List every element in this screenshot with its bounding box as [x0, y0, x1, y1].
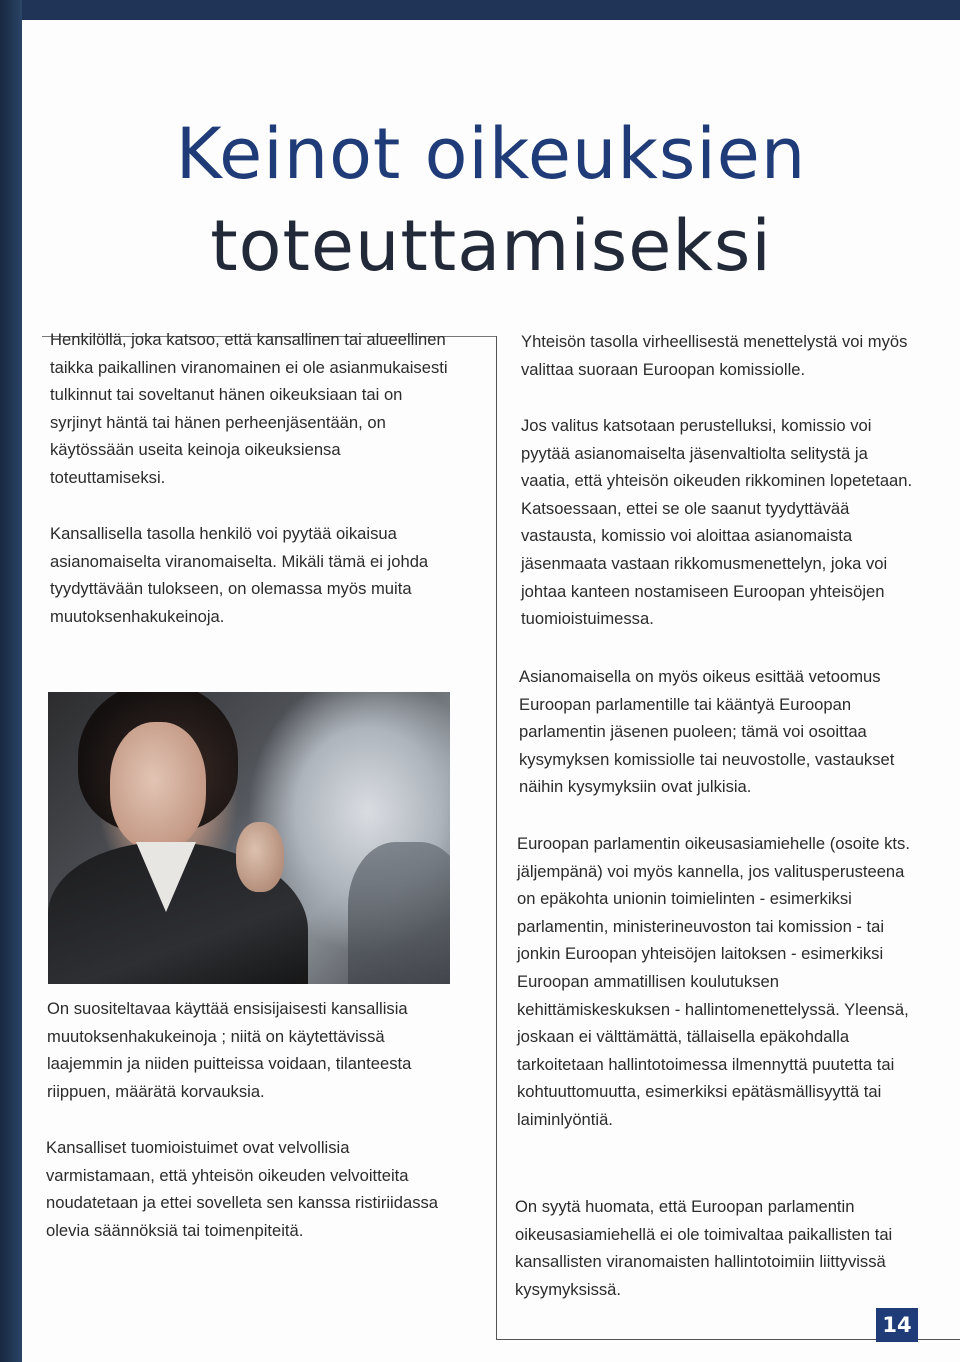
right-paragraph-2: Jos valitus katsotaan perustelluksi, komissio voi pyytää asianomaiselta jäsenvaltiolta selitystä ja vaatia, että yhteisön oikeuden rikkominen lopetetaan. Katsoessaan, ettei se ole saanut tyydyttävää vastausta, komissio voi aloittaa asianomaista jäsenmaata vastaan rikkomusmenettelyn, joka voi johtaa kanteen nostamiseen Euroopan yhteisöjen tuomioistuimessa. [521, 416, 913, 629]
document-page [22, 20, 960, 1362]
left-paragraph-1: Henkilöllä, joka katsoo, että kansallinen tai alueellinen taikka paikallinen viranomainen ei ole asianmukaisesti tulkinnut tai soveltanut hänen oikeuksiaan tai on syrjinyt häntä tai hänen perheenjäsentään, on käytössään useita keinoja oikeuksiensa toteuttamiseksi. [50, 330, 448, 487]
left-paragraph-4: Kansalliset tuomioistuimet ovat velvollisia varmistamaan, että yhteisön oikeuden velvoitteita noudatetaan ja ettei sovelleta sen kanssa ristiriidassa olevia säännöksiä tai toimenpiteitä. [46, 1138, 439, 1240]
page-left-edge [0, 0, 22, 1362]
column-divider [496, 336, 497, 1340]
page-title-line-1: Keinot oikeuksien [175, 113, 807, 195]
left-paragraph-2: Kansallisella tasolla henkilö voi pyytää oikaisua asianomaiselta viranomaiselta. Mikäli tämä ei johda tyydyttävään tulokseen, on olemassa myös muita muutoksenhakukeinoja. [50, 524, 429, 626]
photo-background-figure [348, 842, 450, 984]
left-paragraph-3: On suositeltavaa käyttää ensisijaisesti kansallisia muutoksenhakukeinoja ; niitä on käytettävissä laajemmin ja niiden puitteissa voidaan, tilanteesta riippuen, määrätä korvauksia. [47, 999, 412, 1101]
right-paragraph-3: Asianomaisella on myös oikeus esittää vetoomus Euroopan parlamentille tai kääntyä Euroopan parlamentin jäsenen puoleen; tämä voi osoittaa kysymyksen komissiolle tai neuvostolle, vastaukset näihin kysymyksiin ovat julkisia. [519, 667, 895, 797]
right-paragraph-5: On syytä huomata, että Euroopan parlamentin oikeusasiamiehellä ei ole toimivaltaa paikallisten tai kansallisten viranomaisten hallintotoimiin liittyvissä kysymyksissä. [515, 1197, 893, 1299]
photo-woman-in-meeting [48, 692, 450, 984]
right-paragraph-1: Yhteisön tasolla virheellisestä menettelystä voi myös valittaa suoraan Euroopan komissiolle. [521, 332, 908, 379]
right-paragraph-4: Euroopan parlamentin oikeusasiamiehelle (osoite kts. jäljempänä) voi myös kannella, jos valitusperusteena on epäkohta unionin toimielinten - esimerkiksi parlamentin, ministerineuvoston tai komission - tai jonkin Euroopan yhteisöjen laitoksen - esimerkiksi Euroopan ammatillisen koulutuksen kehittämiskeskuksen - hallintomenettelyssä. Yleensä, joskaan ei välttämättä, tällaisella epäkohdalla tarkoitetaan hallintotoimessa ilmennyttä puutetta tai kohtuuttomuutta, esimerkiksi epätäsmällisyyttä tai laiminlyöntiä. [517, 834, 910, 1129]
photo-hand [236, 822, 284, 892]
page-title [22, 108, 960, 292]
photo-face [110, 722, 206, 850]
page-title-line-2: toteuttamiseksi [210, 205, 772, 287]
page-number: 14 [876, 1308, 918, 1342]
